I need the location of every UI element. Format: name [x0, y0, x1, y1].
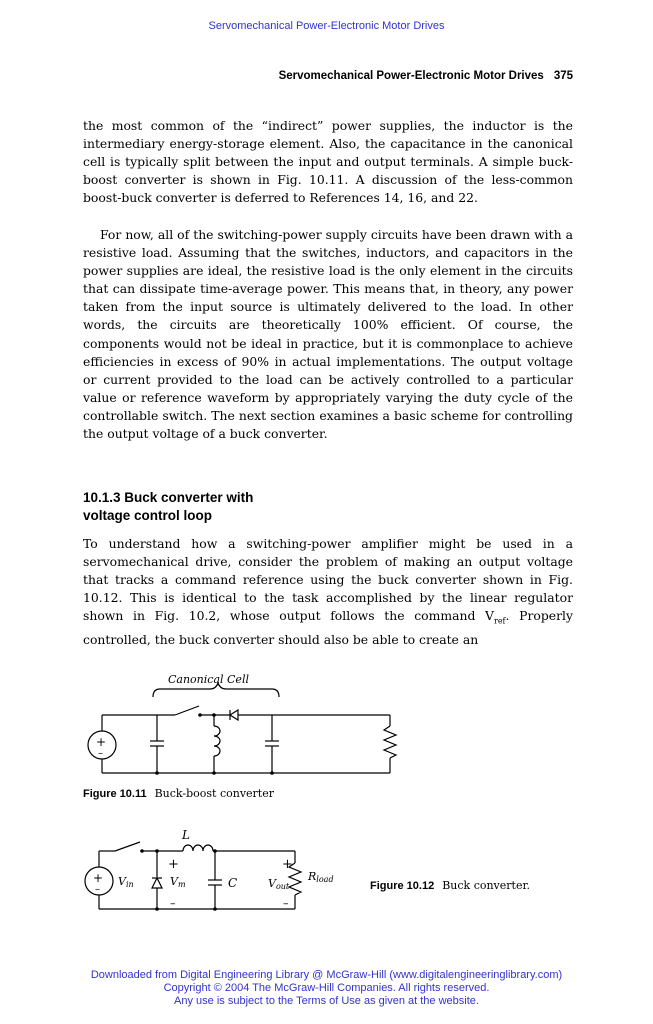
figure-10-12-caption — [370, 879, 530, 892]
vref-subscript: ref — [494, 616, 506, 626]
inductor-label: L — [182, 828, 190, 842]
figure-10-12-label: Figure 10.12 — [370, 880, 435, 892]
rload-r: R — [308, 870, 317, 883]
diode — [152, 878, 162, 888]
watermark-title: Servomechanical Power-Electronic Motor Drives — [208, 20, 445, 32]
inductor — [183, 845, 213, 851]
paragraph-3-start: To understand how a switching-power amplifier might be used in a servomechanical drive, consider the problem of making an output voltage that tracks a command reference using the buck converter shown in Fig. 10.12. This is identical to the task accomplished by the linear regulator shown in Fig. 10.2, whose output follows the command V — [83, 536, 573, 624]
load-resistor — [384, 726, 396, 758]
running-title: Servomechanical Power-Electronic Motor Drives — [278, 70, 544, 82]
vout-v: V — [268, 877, 276, 890]
vout-label — [268, 877, 290, 891]
section-heading — [83, 489, 383, 525]
canonical-cell-label: Canonical Cell — [168, 673, 249, 686]
capacitor-label: C — [228, 876, 238, 890]
footer-line-2: Copyright © 2004 The McGraw-Hill Companies. All rights reserved. — [163, 982, 490, 994]
vm-label — [170, 875, 186, 889]
source-plus: + — [93, 871, 104, 885]
source-minus: – — [95, 884, 100, 895]
switch — [175, 706, 199, 715]
figure-10-11-caption — [83, 787, 274, 800]
inductor — [214, 726, 220, 756]
vout-sub: out — [275, 882, 290, 891]
footer-line-3: Any use is subject to the Terms of Use as given at the website. — [174, 995, 479, 1007]
rload-sub: load — [316, 875, 334, 884]
diode — [230, 710, 238, 720]
buck-boost-schematic — [80, 670, 410, 780]
rload-label — [307, 870, 334, 884]
section-heading-line2: voltage control loop — [83, 508, 213, 523]
paragraph-3-end: . Properly controlled, the buck converter should also be able to create an — [83, 608, 573, 647]
buck-converter-schematic — [80, 825, 370, 920]
vm-minus: – — [170, 897, 176, 910]
running-header — [279, 70, 573, 82]
figure-10-11-text: Buck-boost converter — [154, 787, 274, 800]
section-heading-line1: 10.1.3 Buck converter with — [83, 490, 254, 505]
vin-v: V — [118, 875, 126, 888]
figure-10-11-label: Figure 10.11 — [83, 788, 147, 800]
vm-plus: + — [168, 857, 179, 872]
footer-line-1: Downloaded from Digital Engineering Library @ McGraw-Hill (www.digitalengineeringlibrary.com) — [90, 969, 563, 981]
source-minus: – — [98, 748, 103, 759]
switch — [115, 842, 140, 851]
figure-10-12-text: Buck converter. — [442, 879, 531, 892]
footer-notice — [0, 969, 653, 1008]
vin-label — [118, 875, 134, 889]
paragraph-1: the most common of the “indirect” power supplies, the inductor is the intermediary energy-storage element. Also, the capacitance in the canonical cell is typically split between the input and output terminals. A simple buck-boost converter is shown in Fig. 10.11. A discussion of the less-common boost-buck converter is deferred to References 14, 16, and 22. — [83, 118, 573, 206]
page-number: 375 — [553, 70, 573, 82]
vout-minus: – — [283, 897, 289, 910]
vm-sub: m — [177, 880, 186, 889]
vm-v: V — [170, 875, 178, 888]
vout-plus: + — [282, 857, 293, 872]
vin-sub: in — [125, 880, 134, 889]
paragraph-3 — [83, 535, 573, 649]
paragraph-2: For now, all of the switching-power supply circuits have been drawn with a resistive load. Assuming that the switches, inductors, and capacitors in the power supplies are ideal, the resistive load is the only element in the circuits that can dissipate time-average power. This means that, in theory, any power taken from the input source is ultimately delivered to the load. In other words, the circuits are theoretically 100% efficient. Of course, the components would not be ideal in practice, but it is commonplace to achieve efficiencies in excess of 90% in actual implementations. The output voltage or current provided to the load can be actively controlled to a particular value or reference waveform by appropriately varying the duty cycle of the controllable switch. The next section examines a basic scheme for controlling the output voltage of a buck converter. — [83, 227, 573, 442]
source-plus: + — [96, 735, 107, 749]
